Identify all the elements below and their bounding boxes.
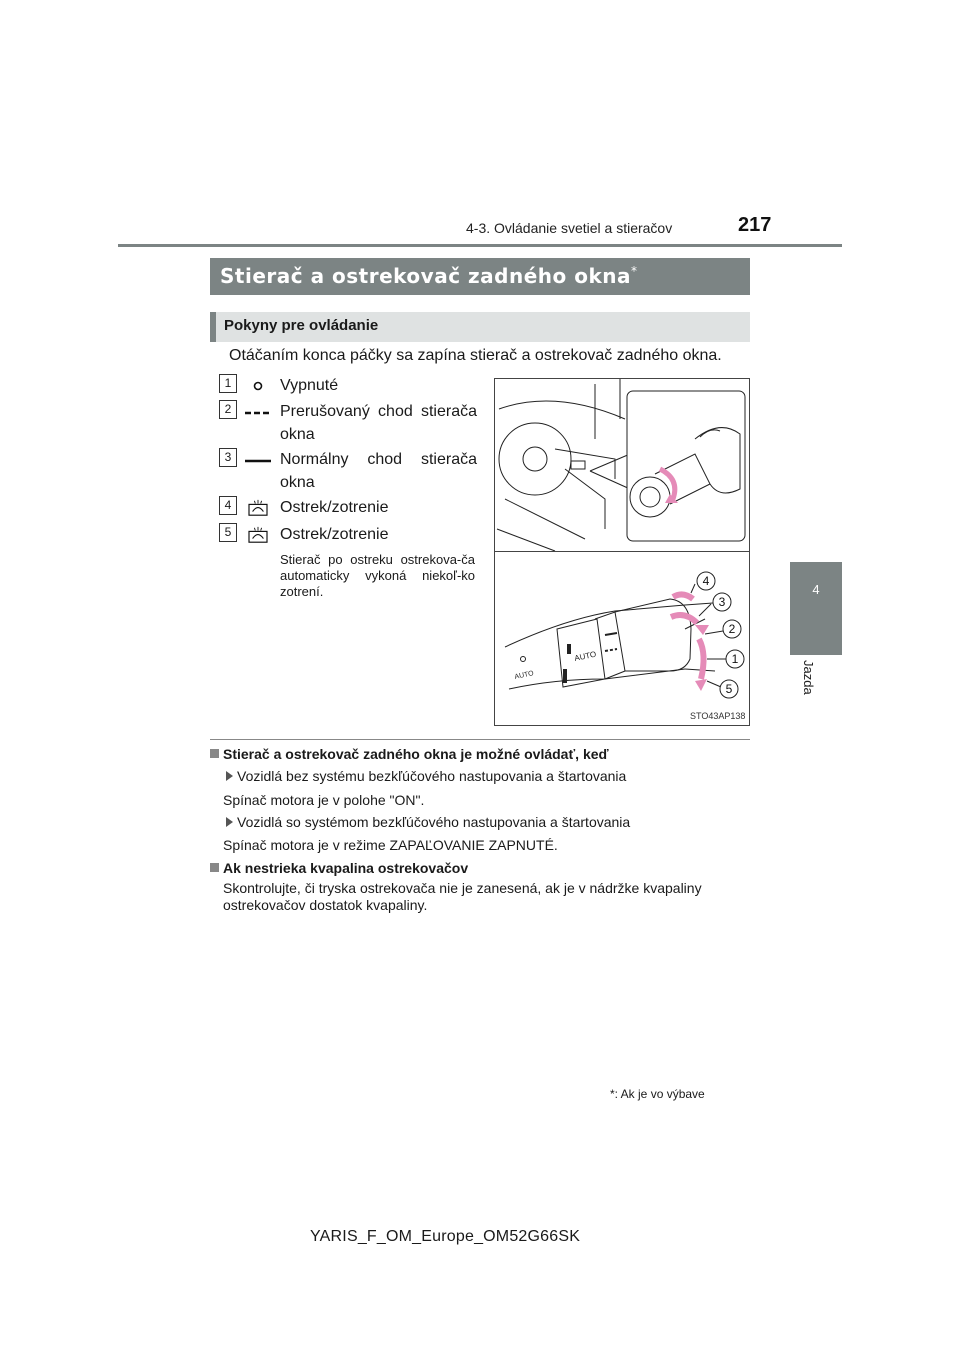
illustration-frame (494, 378, 750, 726)
washer-icon (243, 526, 273, 544)
triangle-bullet-icon (226, 817, 233, 827)
item-label: Ostrek/zotrenie (280, 499, 389, 516)
header-section-title: 4-3. Ovládanie svetiel a stieračov (466, 220, 673, 236)
off-circle-icon (243, 377, 273, 395)
callout-4: 4 (702, 574, 710, 588)
page-number: 217 (738, 214, 772, 236)
item-number: 2 (219, 400, 237, 419)
square-bullet-icon (210, 863, 219, 872)
callout-5: 5 (725, 682, 733, 696)
list-item (219, 400, 479, 448)
callout-3: 3 (718, 595, 726, 609)
chapter-name: Jazda (801, 660, 816, 695)
bullet-item (226, 768, 626, 785)
callout-2: 2 (728, 622, 736, 636)
item-note: Stierač po ostreku ostrekova-ča automaticky vykoná niekoľ-ko zotrení. (280, 552, 475, 599)
optional-mark: * (630, 264, 638, 278)
body-text: Spínač motora je v režime ZAPAĽOVANIE ZAPNUTÉ. (223, 837, 558, 853)
figure-code: STO43AP138 (690, 711, 746, 721)
document-footer: YARIS_F_OM_Europe_OM52G66SK (310, 1228, 581, 1245)
item-number: 1 (219, 374, 237, 393)
intro-text: Otáčaním konca páčky sa zapína stierač a ostrekovač zadného okna. (229, 347, 722, 364)
footnote-mark: * (610, 1087, 615, 1101)
section-title (210, 258, 750, 295)
info-heading-text: Stierač a ostrekovač zadného okna je možné ovládať, keď (223, 746, 609, 762)
dashed-line-icon (243, 403, 273, 421)
item-number: 5 (219, 523, 237, 542)
washer-icon (243, 499, 273, 517)
footnote-text: : Ak je vo výbave (614, 1087, 705, 1101)
item-label: Ostrek/zotrenie (280, 526, 389, 543)
list-item (219, 374, 479, 400)
list-item (219, 448, 479, 496)
wiper-lever-illustration (495, 379, 749, 725)
info-heading (210, 746, 609, 762)
square-bullet-icon (210, 749, 219, 758)
list-item (219, 496, 479, 522)
bullet-text: Vozidlá bez systému bezkľúčového nastupovania a štartovania (237, 768, 627, 784)
item-label: Vypnuté (280, 377, 339, 394)
bullet-text: Vozidlá so systémom bezkľúčového nastupovania a štartovania (237, 814, 631, 830)
body-text: Skontrolujte, či tryska ostrekovača nie je zanesená, ak je v nádržke kvapaliny ostrekovačov dostatok kvapaliny. (223, 880, 702, 913)
chapter-label (790, 660, 842, 720)
footnote (610, 1087, 705, 1101)
body-text: Spínač motora je v polohe "ON". (223, 792, 425, 808)
auto-label: AUTO (513, 670, 535, 681)
info-heading-text: Ak nestrieka kvapalina ostrekovačov (223, 860, 469, 876)
triangle-bullet-icon (226, 771, 233, 781)
chapter-tab: 4 (790, 562, 842, 655)
solid-line-icon (243, 451, 273, 469)
item-label: Normálny chod stierača okna (280, 451, 477, 491)
figure-divider (494, 551, 750, 552)
item-number: 3 (219, 448, 237, 467)
subsection-title: Pokyny pre ovládanie (210, 312, 750, 342)
section-title-text: Stierač a ostrekovač zadného okna (220, 264, 631, 288)
item-number: 4 (219, 496, 237, 515)
bullet-item (226, 814, 630, 831)
callout-1: 1 (731, 652, 739, 666)
auto-label: AUTO (573, 649, 598, 663)
item-label: Prerušovaný chod stierača okna (280, 403, 477, 443)
info-heading (210, 860, 468, 876)
header-rule (118, 244, 842, 247)
section-rule (210, 739, 750, 740)
list-item (219, 523, 479, 549)
